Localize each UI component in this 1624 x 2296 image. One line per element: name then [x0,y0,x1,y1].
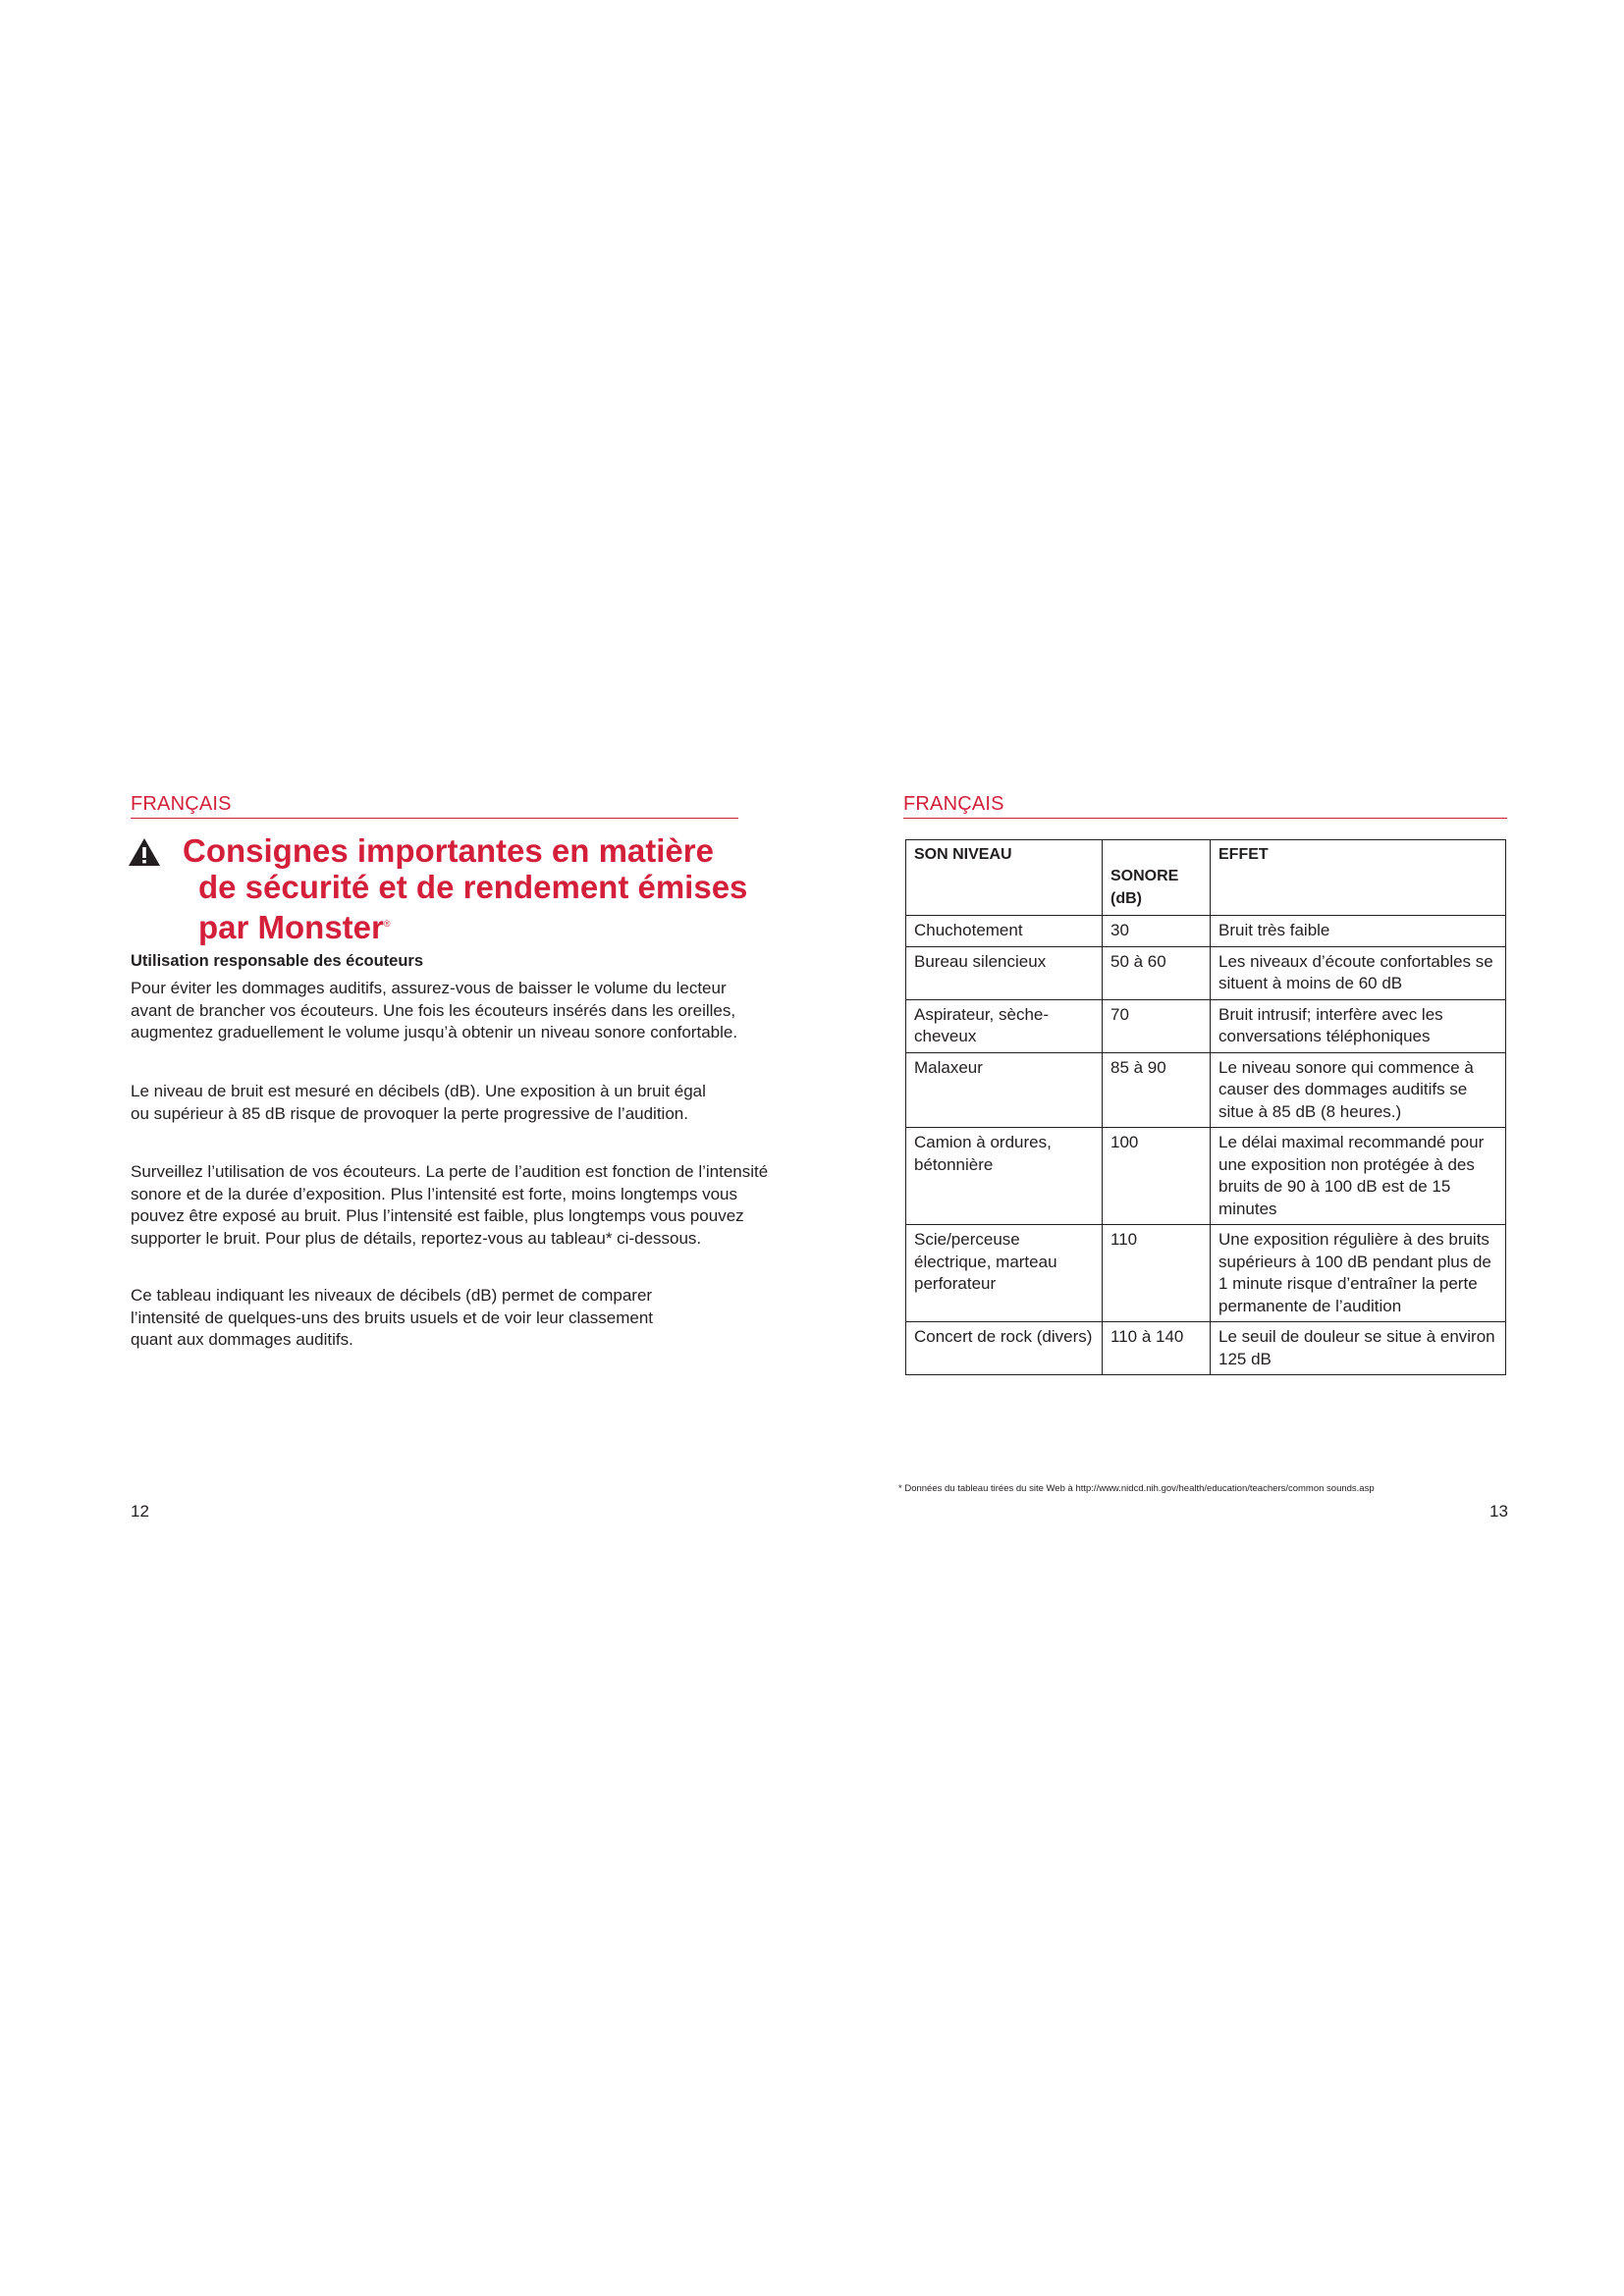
table-cell: 85 à 90 [1103,1052,1211,1128]
language-header: FRANÇAIS [903,793,1004,815]
table-row [906,1128,1506,1225]
table-cell: Le seuil de douleur se situe à environ 125 dB [1211,1322,1506,1375]
language-header: FRANÇAIS [131,793,232,815]
table-cell: Chuchotement [906,916,1103,947]
table-cell: Aspirateur, sèche-cheveux [906,999,1103,1052]
header-rule [903,818,1507,819]
table-cell: 30 [1103,916,1211,947]
table-header-cell: SON NIVEAU [906,840,1103,916]
paragraph-4: Ce tableau indiquant les niveaux de décibels (dB) permet de comparer l’intensité de quelques-uns des bruits usuels et de voir leur classement quant aux dommages auditifs. [131,1286,654,1349]
table-cell: Scie/perceuse électrique, marteau perforateur [906,1225,1103,1322]
table-cell: 100 [1103,1128,1211,1225]
table-row [906,1225,1506,1322]
noise-level-table [905,839,1506,1375]
title-line-2: de sécurité et de rendement émises [198,869,748,905]
table-cell: 110 [1103,1225,1211,1322]
page-number-right: 13 [1489,1502,1508,1521]
paragraph-3: Surveillez l’utilisation de vos écouteurs. La perte de l’audition est fonction de l’intensité sonore et de la durée d’exposition. Plus l’intensité est forte, moins longtemps vous pouvez être exposé au bruit. Plus l’intensité est faible, plus longtemps vous pouvez supporter le bruit. Pour plus de détails, reportez-vous au tableau* ci-dessous. [131,1162,769,1248]
paragraph-1: Pour éviter les dommages auditifs, assurez-vous de baisser le volume du lecteur avant de brancher vos écouteurs. Une fois les écouteurs insérés dans les oreilles, augmentez graduellement le volume jusqu’à obtenir un niveau sonore confortable. [131,979,738,1041]
table-row [906,946,1506,999]
table-header-cell [1103,840,1211,916]
table-header-cell: EFFET [1211,840,1506,916]
table-row [906,999,1506,1052]
table-cell: Une exposition régulière à des bruits supérieurs à 100 dB pendant plus de 1 minute risque d’entraîner la perte permanente de l’audition [1211,1225,1506,1322]
table-cell: 110 à 140 [1103,1322,1211,1375]
table-cell: Camion à ordures, bétonnière [906,1128,1103,1225]
table-header-cell-text: SONORE (dB) [1110,868,1179,907]
table-row [906,916,1506,947]
right-page [812,0,1624,2296]
title-line-1: Consignes importantes en matière [183,832,714,869]
table-cell: Le délai maximal recommandé pour une exposition non protégée à des bruits de 90 à 100 dB est de 15 minutes [1211,1128,1506,1225]
footnote: * Données du tableau tirées du site Web à http://www.nidcd.nih.gov/health/education/teachers/common sounds.asp [898,1483,1375,1494]
warning-triangle-icon [128,837,161,867]
table-cell: Bureau silencieux [906,946,1103,999]
title-line-3-text: par Monster [198,909,384,945]
table-cell: 70 [1103,999,1211,1052]
table-cell: Le niveau sonore qui commence à causer des dommages auditifs se situe à 85 dB (8 heures.) [1211,1052,1506,1128]
paragraph-2: Le niveau de bruit est mesuré en décibels (dB). Une exposition à un bruit égal ou supérieur à 85 dB risque de provoquer la perte progressive de l’audition. [131,1082,706,1123]
title-line-3 [198,905,391,946]
table-body [906,916,1506,1375]
table-row [906,1322,1506,1375]
table-cell: Les niveaux d’écoute confortables se situent à moins de 60 dB [1211,946,1506,999]
table-cell: Bruit très faible [1211,916,1506,947]
table-cell: Concert de rock (divers) [906,1322,1103,1375]
header-rule [131,818,738,819]
table-cell: 50 à 60 [1103,946,1211,999]
table-cell: Malaxeur [906,1052,1103,1128]
trademark-mark: ® [383,919,391,929]
table-header-row [906,840,1506,916]
subheading: Utilisation responsable des écouteurs [131,952,423,970]
page-number-left: 12 [131,1502,149,1521]
table-cell: Bruit intrusif; interfère avec les conversations téléphoniques [1211,999,1506,1052]
table-row [906,1052,1506,1128]
